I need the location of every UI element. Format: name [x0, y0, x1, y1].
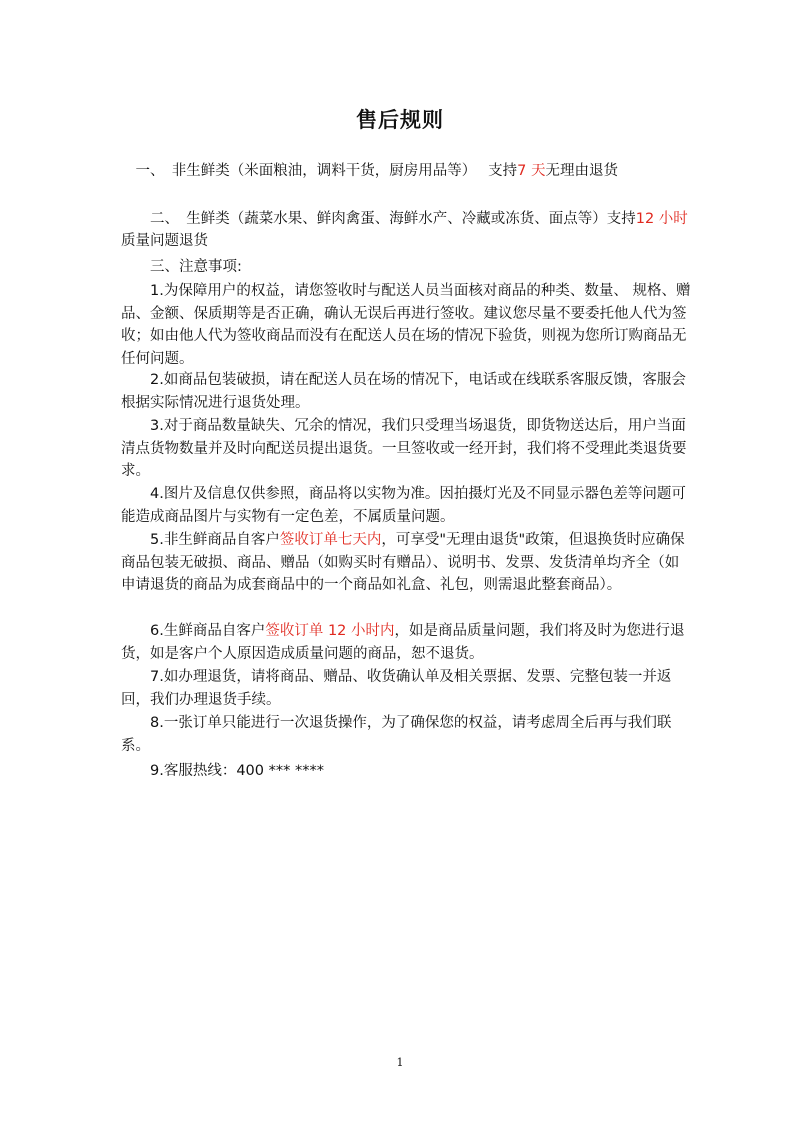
note-item-7: 7.如办理退货，请将商品、赠品、收货确认单及相关票据、发票、完整包装一并返回，我们办理退货手续。: [121, 669, 672, 708]
note-item-5-suffix: ，可享受"无理由退货"政策，但退换货时应确保商品包装无破损、商品、赠品（如购买时有赠品）、说明书、发票、发货清单均齐全（如申请退货的商品为成套商品中的一个商品如礼盒、礼包，则需退此整套商品）。: [121, 532, 685, 593]
note-item-5: [121, 529, 691, 597]
section-fresh-highlight: 12 小时: [635, 211, 688, 227]
page-number: 1: [396, 1056, 404, 1069]
note-item-6-text: 6.生鲜商品自客户: [121, 623, 266, 639]
section-notes-heading: 三、注意事项:: [121, 259, 242, 275]
section-non-fresh-highlight: 7 天: [517, 163, 546, 179]
note-item-6: [121, 620, 691, 665]
note-item-9: 9.客服热线：400 *** ****: [121, 763, 324, 779]
section-non-fresh-suffix: 无理由退货: [545, 163, 618, 179]
section-non-fresh-text: 一、 非生鲜类（米面粮油，调料干货，厨房用品等） 支持: [121, 163, 518, 179]
note-item-4: 4.图片及信息仅供参照，商品将以实物为准。因拍摄灯光及不同显示器色差等问题可能造成商品图片与实物有一定色差，不属质量问题。: [121, 486, 686, 525]
note-item-6-highlight: 签收订单 12 小时内: [265, 623, 395, 639]
note-item-5-text: 5.非生鲜商品自客户: [121, 532, 280, 548]
section-fresh-suffix: 质量问题退货: [121, 233, 208, 249]
section-fresh-text: 二、 生鲜类（蔬菜水果、鲜肉禽蛋、海鲜水产、冷藏或冻货、面点等）支持: [121, 211, 636, 227]
note-item-2: 2.如商品包装破损，请在配送人员在场的情况下，电话或在线联系客服反馈，客服会根据实际情况进行退货处理。: [121, 372, 686, 411]
section-fresh: [121, 208, 691, 252]
note-item-8: 8.一张订单只能进行一次退货操作，为了确保您的权益，请考虑周全后再与我们联系。: [121, 715, 672, 754]
note-item-1: 1.为保障用户的权益，请您签收时与配送人员当面核对商品的种类、数量、 规格、赠品、金额、保质期等是否正确，确认无误后再进行签收。建议您尽量不要委托他人代为签收；如由他人代为签收商品而没有在配送人员在场的情况下验货，则视为您所订购商品无任何问题。: [121, 283, 691, 367]
note-item-6-suffix: ，如是商品质量问题，我们将及时为您进行退货，如是客户个人原因造成质量问题的商品，恕不退货。: [121, 623, 685, 662]
page-title: 售后规则: [356, 107, 444, 132]
section-non-fresh: [121, 160, 691, 182]
note-item-5-highlight: 签收订单七天内: [279, 532, 382, 548]
note-item-3: 3.对于商品数量缺失、冗余的情况，我们只受理当场退货，即货物送达后，用户当面清点货物数量并及时向配送员提出退货。一旦签收或一经开封，我们将不受理此类退货要求。: [121, 418, 687, 479]
